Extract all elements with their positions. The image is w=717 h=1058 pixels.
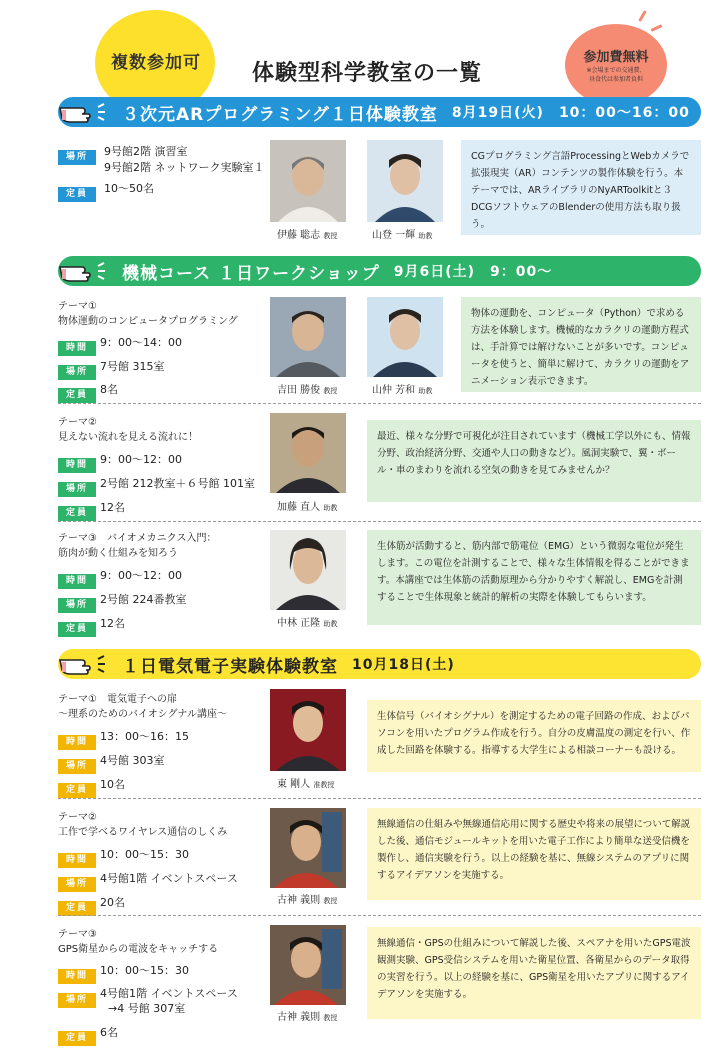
- place-tag: 場所: [58, 150, 96, 165]
- theme-number: テーマ①: [58, 301, 97, 312]
- time-row: [58, 963, 96, 984]
- place-line: 4号館1階 イベントスペース: [100, 987, 238, 1000]
- person-role: 教授: [323, 897, 338, 905]
- section-date: 10月18日(土): [352, 657, 455, 673]
- capacity-tag: 定員: [58, 1031, 96, 1046]
- capacity-row: [58, 895, 96, 916]
- theme-title: 見えない流れを見える流れに！: [58, 432, 198, 443]
- capacity-tag: 定員: [58, 506, 96, 521]
- description-box: 無線通信の仕組みや無線通信応用に関する歴史や将来の展望について解説した後、通信モジュールキットを用いた電子工作により簡単な送受信機を製作し、通信実験を行う。以上の経験を基に、無線システムのアプリに関するアイデアソンを実施する。: [367, 808, 701, 900]
- place-row: [58, 753, 96, 774]
- person-name: [372, 381, 432, 396]
- free-fee-note-line: ※会場までの交通費、: [586, 67, 646, 74]
- person-role: 准教授: [313, 781, 335, 789]
- person-name-text: 山仲 芳和: [372, 385, 416, 396]
- person-name: [277, 381, 337, 396]
- theme-block: [58, 299, 263, 329]
- theme-heading-line: [58, 692, 268, 707]
- capacity-tag: 定員: [58, 783, 96, 798]
- time-row: [58, 335, 96, 356]
- place-tag: 場所: [58, 482, 96, 497]
- person-role: 助教: [323, 504, 338, 512]
- description-box: 物体の運動を、コンピュータ（Python）で求める方法を体験します。機械的なカラクリの運動方程式は、手計算では解けないことが多いです。コンピュータを使うと、簡単に解けて、カラクリの運動をアニメーション表示できます。: [461, 297, 701, 392]
- person-name-text: 山登 一輝: [372, 230, 416, 241]
- time-row: [58, 729, 96, 750]
- place-tag: 場所: [58, 598, 96, 613]
- free-fee-circle: [565, 24, 667, 106]
- capacity-row: [58, 500, 96, 521]
- time-row: [58, 847, 96, 868]
- theme-title: 電気電子への扉: [106, 694, 177, 705]
- spark-icon: [638, 10, 647, 22]
- person-photo: [270, 689, 346, 771]
- person-role: 助教: [323, 620, 338, 628]
- divider: [58, 521, 701, 522]
- capacity-row: [58, 777, 96, 798]
- section-title: １日電気電子実験体験教室: [122, 656, 338, 677]
- free-fee-note: [565, 66, 667, 84]
- capacity-value: 20名: [100, 896, 125, 909]
- theme-title: バイオメカニクス入門：: [106, 533, 217, 544]
- multi-participation-label: 複数参加可: [111, 53, 201, 73]
- person-photo: [270, 297, 346, 377]
- section-title: ３次元ARプログラミング１日体験教室: [122, 104, 438, 125]
- section-date: 8月19日(火) 10：00～16：00: [451, 105, 690, 121]
- capacity-row: [58, 616, 96, 637]
- time-value: 9：00～12：00: [100, 453, 182, 466]
- time-tag: 時間: [58, 735, 96, 750]
- divider: [58, 915, 701, 916]
- theme-number: テーマ②: [58, 417, 97, 428]
- theme-number: テーマ③: [58, 929, 97, 940]
- person-name-text: 東 剛人: [277, 779, 311, 790]
- time-tag: 時間: [58, 969, 96, 984]
- capacity-value: 6名: [100, 1026, 118, 1039]
- capacity-tag: 定員: [58, 622, 96, 637]
- capacity-tag: 定員: [58, 901, 96, 916]
- person-photo: [270, 413, 346, 493]
- spark-icon: [650, 24, 662, 32]
- person-photo: [270, 925, 346, 1005]
- theme-block: [58, 927, 263, 957]
- place-value: 2号館 212教室＋６号館 101室: [100, 477, 255, 490]
- pointing-hand-icon: [58, 256, 120, 286]
- time-value: 9：00～14：00: [100, 336, 182, 349]
- person-name: [277, 891, 337, 906]
- place-value: 4号館1階 イベントスペース: [100, 872, 238, 885]
- place-row: [58, 987, 96, 1008]
- place-tag: 場所: [58, 759, 96, 774]
- place-row: [58, 359, 96, 380]
- place-value: 7号館 315室: [100, 360, 165, 373]
- place-row: [58, 144, 96, 165]
- capacity-value: 10～50名: [104, 182, 154, 195]
- theme-title: GPS衛星からの電波をキャッチする: [58, 944, 219, 955]
- capacity-value: 12名: [100, 501, 125, 514]
- place-line: →4 号館 307室: [108, 1002, 186, 1015]
- person-name-text: 加藤 直人: [277, 502, 321, 513]
- theme-title: ～理系のためのバイオシグナル講座～: [58, 709, 227, 720]
- person-name: [277, 498, 337, 513]
- person-photo: [270, 140, 346, 222]
- theme-title: 筋肉が動く仕組みを知ろう: [58, 548, 178, 559]
- section-date: 9月6日(土) 9：00～: [393, 264, 553, 280]
- person-name: [372, 226, 432, 241]
- person-role: 助教: [418, 232, 433, 240]
- pointing-hand-icon: [58, 97, 120, 127]
- time-row: [58, 568, 96, 589]
- capacity-tag: 定員: [58, 187, 96, 202]
- capacity-row: [58, 382, 96, 403]
- capacity-tag: 定員: [58, 388, 96, 403]
- person-name-text: 古神 義則: [277, 1012, 321, 1023]
- free-fee-note-line: 昼食代は参加者負担: [588, 76, 643, 83]
- theme-title: 工作で学べるワイヤレス通信のしくみ: [58, 827, 228, 838]
- capacity-value: 10名: [100, 778, 125, 791]
- description-box: CGプログラミング言語ProcessingとWebカメラで拡張現実（AR）コンテンツの製作体験を行う。本テーマでは、ARライブラリのNyARToolkitと３DCGソフトウェアのBlenderの使用方法も取り扱う。: [461, 140, 701, 235]
- person-name: [277, 226, 337, 241]
- divider: [58, 403, 701, 404]
- description-box: 生体信号（バイオシグナル）を測定するための電子回路の作成、およびパソコンを用いたプログラム作成を行う。自分の皮膚温度の測定を行い、作成した回路を体験する。指導する大学生による相談コーナーも設ける。: [367, 700, 701, 772]
- section-bar-mechanical: [58, 256, 701, 286]
- place-value: [100, 986, 238, 1016]
- person-name-text: 中林 正隆: [277, 618, 321, 629]
- person-name-text: 吉田 勝俊: [277, 385, 321, 396]
- time-tag: 時間: [58, 574, 96, 589]
- time-tag: 時間: [58, 458, 96, 473]
- place-tag: 場所: [58, 877, 96, 892]
- place-row: [58, 871, 96, 892]
- theme-block: [58, 692, 268, 722]
- person-role: 教授: [323, 1014, 338, 1022]
- section-bar-ar: [58, 97, 701, 127]
- time-value: 10：00～15：30: [100, 848, 189, 861]
- capacity-value: 8名: [100, 383, 118, 396]
- theme-title: 物体運動のコンピュータプログラミング: [58, 316, 238, 327]
- time-tag: 時間: [58, 853, 96, 868]
- place-tag: 場所: [58, 365, 96, 380]
- description-box: 生体筋が活動すると、筋内部で筋電位（EMG）という微弱な電位が発生します。この電位を計測することで、様々な生体情報を得ることができます。本講座では生体筋の活動原理から分かりやすく解説し、EMGを計測することで生体現象と統計的解析の実際を体験してもらいます。: [367, 530, 701, 625]
- person-photo: [367, 297, 443, 377]
- capacity-row: [58, 1025, 96, 1046]
- place-value: [104, 144, 265, 176]
- page-title: 体験型科学教室の一覧: [252, 61, 483, 86]
- person-name: [277, 1008, 337, 1023]
- theme-block: [58, 810, 263, 840]
- place-row: [58, 476, 96, 497]
- person-photo: [270, 530, 346, 610]
- person-name: [277, 614, 337, 629]
- time-value: 9：00～12：00: [100, 569, 182, 582]
- person-role: 教授: [323, 387, 338, 395]
- time-value: 13：00～16：15: [100, 730, 189, 743]
- capacity-row: [58, 181, 96, 202]
- place-tag: 場所: [58, 993, 96, 1008]
- person-photo: [367, 140, 443, 222]
- person-name-text: 古神 義則: [277, 895, 321, 906]
- place-value: 2号館 224番教室: [100, 593, 187, 606]
- theme-number: テーマ③: [58, 533, 97, 544]
- person-photo: [270, 808, 346, 888]
- free-fee-title: 参加費無料: [583, 50, 649, 65]
- description-box: 無線通信・GPSの仕組みについて解説した後、スペアナを用いたGPS電波観測実験、GPS受信システムを用いた衛星位置、各衛星からのデータ取得の実習を行う。以上の経験を基に、GPS衛星を用いたアプリに関するアイデアソンを実施する。: [367, 927, 701, 1019]
- theme-number: テーマ①: [58, 694, 97, 705]
- person-role: 助教: [418, 387, 433, 395]
- theme-block: [58, 415, 263, 445]
- theme-number: テーマ②: [58, 812, 97, 823]
- section-title: 機械コース １日ワークショップ: [122, 263, 380, 284]
- capacity-value: 12名: [100, 617, 125, 630]
- person-role: 教授: [323, 232, 338, 240]
- time-row: [58, 452, 96, 473]
- place-line: 9号館2階 ネットワーク実験室１: [104, 161, 265, 174]
- time-tag: 時間: [58, 341, 96, 356]
- place-row: [58, 592, 96, 613]
- place-line: 9号館2階 演習室: [104, 145, 188, 158]
- person-name-text: 伊藤 聡志: [277, 230, 321, 241]
- theme-heading-line: [58, 531, 263, 546]
- place-value: 4号館 303室: [100, 754, 165, 767]
- time-value: 10：00～15：30: [100, 964, 189, 977]
- description-box: 最近、様々な分野で可視化が注目されています（機械工学以外にも、情報分野、政治経済分野、交通や人口の動きなど）。風洞実験で、翼・ボール・車のまわりを流れる空気の動きを見てみませんか？: [367, 420, 701, 502]
- person-name: [277, 775, 334, 790]
- divider: [58, 798, 701, 799]
- section-bar-electrical: [58, 649, 701, 679]
- pointing-hand-icon: [58, 649, 120, 679]
- theme-block: [58, 531, 263, 561]
